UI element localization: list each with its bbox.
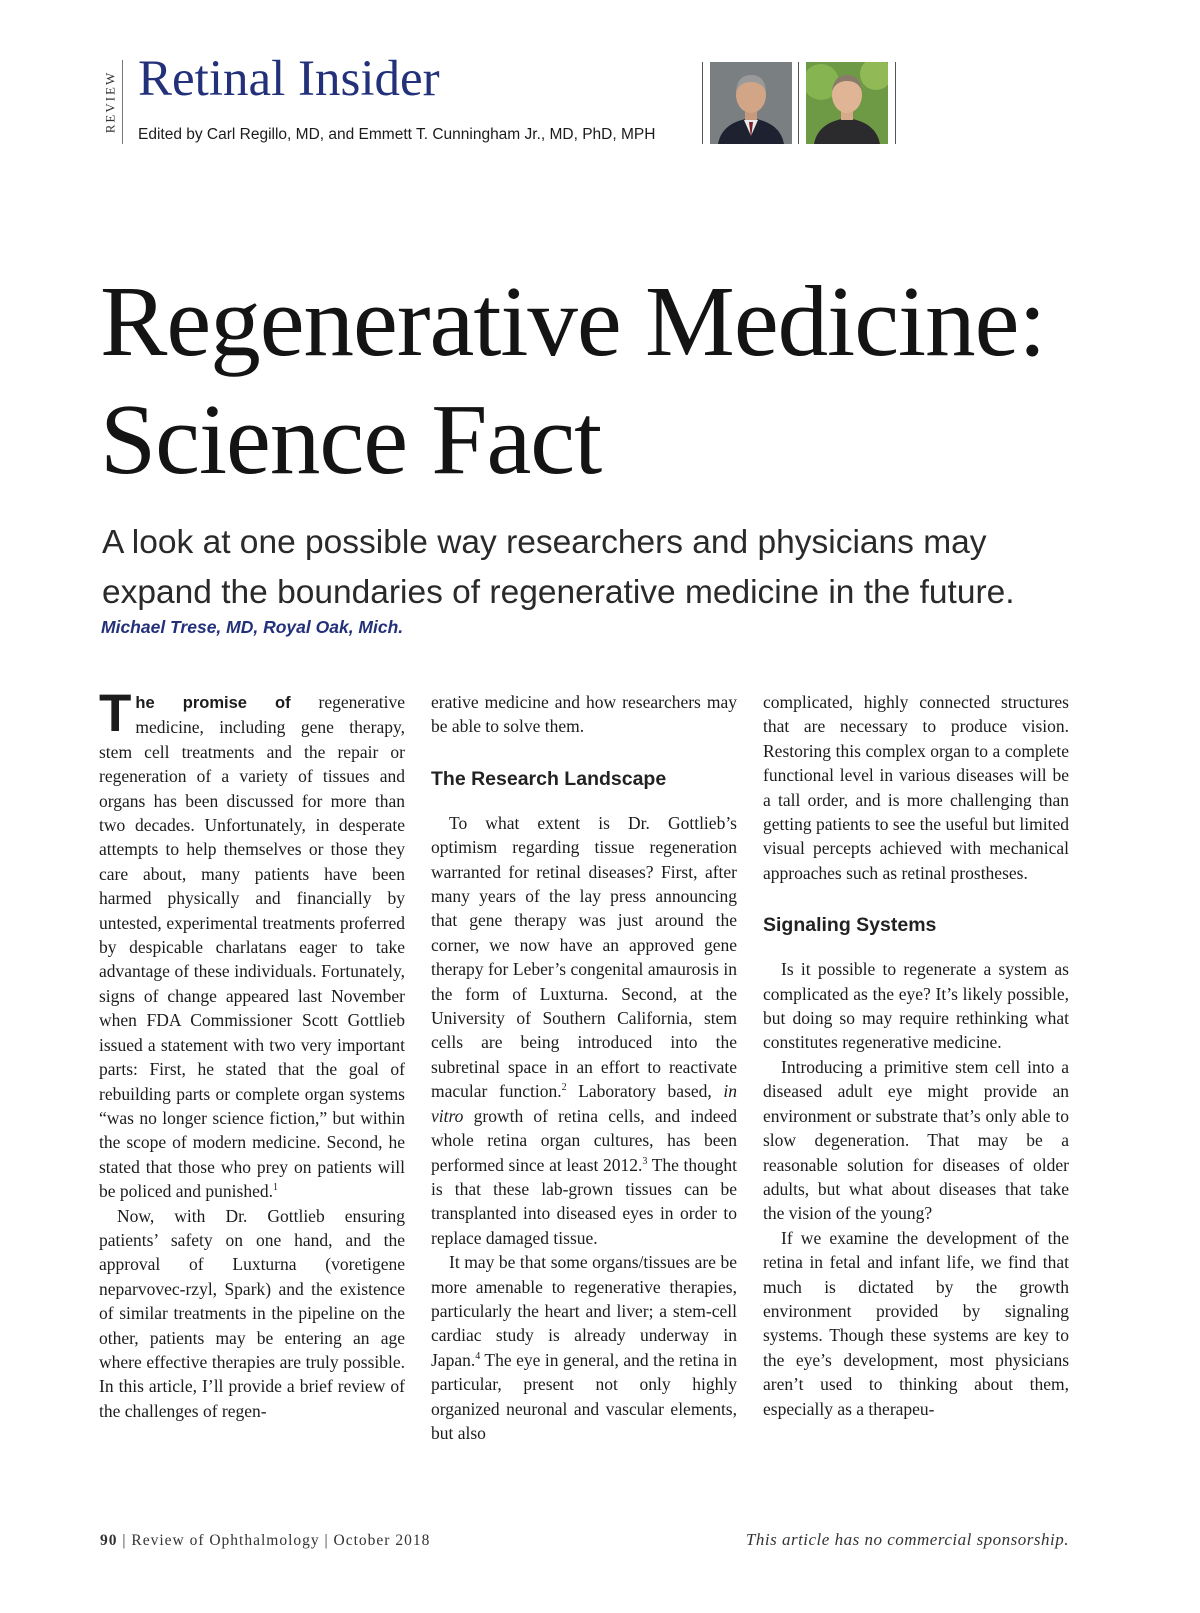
author-byline: Michael Trese, MD, Royal Oak, Mich. <box>101 617 404 637</box>
editor-photo-regillo <box>702 62 800 144</box>
reference-1: 1 <box>272 1182 278 1194</box>
text-segment: It may be that some organs/tissues are be more amenable to regenerative therapies, particularly the heart and liver; a stem-cell cardiac study is already underway in Japan. <box>431 1252 737 1370</box>
reference-3: 3 <box>642 1155 648 1167</box>
paragraph-research-2 <box>431 1250 737 1445</box>
text-segment: To what extent is Dr. Gottlieb’s optimism regarding tissue regeneration warranted for retinal diseases? First, after many years of the lay press announcing that gene therapy was just around the corner, we now have an approved gene therapy for Leber’s congenital amaurosis in the form of Luxturna. Second, at the University of Southern California, stem cells are being introduced into the subretinal space in an effort to reactivate macular function. <box>431 812 737 1102</box>
drop-cap: T <box>99 684 132 743</box>
sponsorship-note: This article has no commercial sponsorship. <box>745 1530 1069 1549</box>
paragraph-intro-text: regenerative medicine, including gene therapy, stem cell treatments and the repair or regeneration of a variety of tissues and organs has been discussed for more than two decades. Unfortunately, in desperate attempts to help themselves or those they care about, many patients have been harmed physically and financially by untested, experimental treatments proferred by despicable charlatans eager to take advantage of these individuals. Fortunately, signs of change appeared last November when FDA Commissioner Scott Gottlieb issued a statement with two very important parts: First, he stated that the goal of rebuilding parts or complete organ systems “was no longer science fiction,” but within the scope of modern medicine. Second, he stated that those who prey on patients will be policed and punished. <box>99 692 405 1202</box>
issue-date: October 2018 <box>333 1532 431 1549</box>
article-title <box>100 262 1046 498</box>
text-segment: The eye in general, and the retina in particular, present not only highly organized neuronal and vascular elements, but also <box>431 1349 737 1443</box>
section-heading-signaling-systems: Signaling Systems <box>763 914 937 937</box>
article-title-line-1: Regenerative Medicine: <box>100 265 1046 377</box>
page-footer-left: 90 | Review of Ophthalmology | October 2018 <box>100 1532 431 1549</box>
italic-term: in vitro <box>431 1081 737 1126</box>
paragraph-signaling-2: Introducing a primitive stem cell into a diseased adult eye might provide an environment or substrate that’s only able to slow degeneration. That may be a reasonable solution for diseases of older adults, but what about diseases that take the vision of the young? <box>763 1056 1069 1224</box>
article-subtitle-line-2: expand the boundaries of regenerative medicine in the future. <box>102 574 1015 611</box>
reference-4: 4 <box>475 1350 481 1362</box>
paragraph-2: Now, with Dr. Gottlieb ensuring patients’ safety on one hand, and the approval of Luxturna (voretigene neparvovec-rzyl, Spark) and the existence of similar treatments in the pipeline on the other, patients may be entering an age where effective therapies are truly possible. In this article, I’ll provide a brief review of the challenges of regen- <box>99 1205 405 1421</box>
review-side-tag <box>98 60 123 144</box>
section-heading-research-landscape: The Research Landscape <box>431 767 667 790</box>
text-segment: growth of retina cells, and indeed whole retina organ cultures, has been performed since at least 2012. <box>431 1105 737 1175</box>
paragraph-signaling-1: Is it possible to regenerate a system as complicated as the eye? It’s likely possible, but doing so may require rethinking what constitutes regenerative medicine. <box>763 959 1069 1053</box>
article-subtitle-line-1: A look at one possible way researchers and physicians may <box>102 524 987 561</box>
paragraph-continued: complicated, highly connected structures that are necessary to produce vision. Restoring this complex organ to a complete functional level in various diseases will be a tall order, and is more challenging than getting patients to see the useful but limited visual percepts achieved with mechanical approaches such as retinal prostheses. <box>763 692 1069 883</box>
paragraph-research-1 <box>431 811 737 1250</box>
page-number: 90 <box>100 1532 118 1549</box>
column-2 <box>431 690 737 1445</box>
portrait-1-image <box>710 62 792 144</box>
article-subtitle <box>102 518 1102 618</box>
editor-photo-cunningham <box>798 62 896 144</box>
article-title-line-2: Science Fact <box>100 383 602 495</box>
text-segment: The thought is that these lab-grown tissues can be transplanted into diseased eyes in order to replace damaged tissue. <box>431 1154 737 1248</box>
department-title: Retinal Insider <box>138 51 440 107</box>
review-tag-text: REVIEW <box>102 70 118 134</box>
publication-name: Review of Ophthalmology <box>131 1532 320 1549</box>
paragraph-signaling-3: If we examine the development of the retina in fetal and infant life, we find that much is dictated by the growth environment provided by signaling systems. Though these systems are key to the eye’s development, most physicians aren’t used to thinking about them, especially as a therapeu- <box>763 1227 1069 1419</box>
paragraph-intro <box>99 684 405 1204</box>
column-3 <box>763 690 1069 1421</box>
paragraph-continued: erative medicine and how researchers may be able to solve them. <box>431 692 737 737</box>
text-segment: Laboratory based, <box>566 1081 724 1102</box>
column-1 <box>99 684 405 1423</box>
lead-in: he promise of <box>135 694 291 712</box>
reference-2: 2 <box>561 1082 567 1094</box>
editors-credit: Edited by Carl Regillo, MD, and Emmett T. Cunningham Jr., MD, PhD, MPH <box>138 126 656 143</box>
portrait-2-image <box>806 62 888 144</box>
